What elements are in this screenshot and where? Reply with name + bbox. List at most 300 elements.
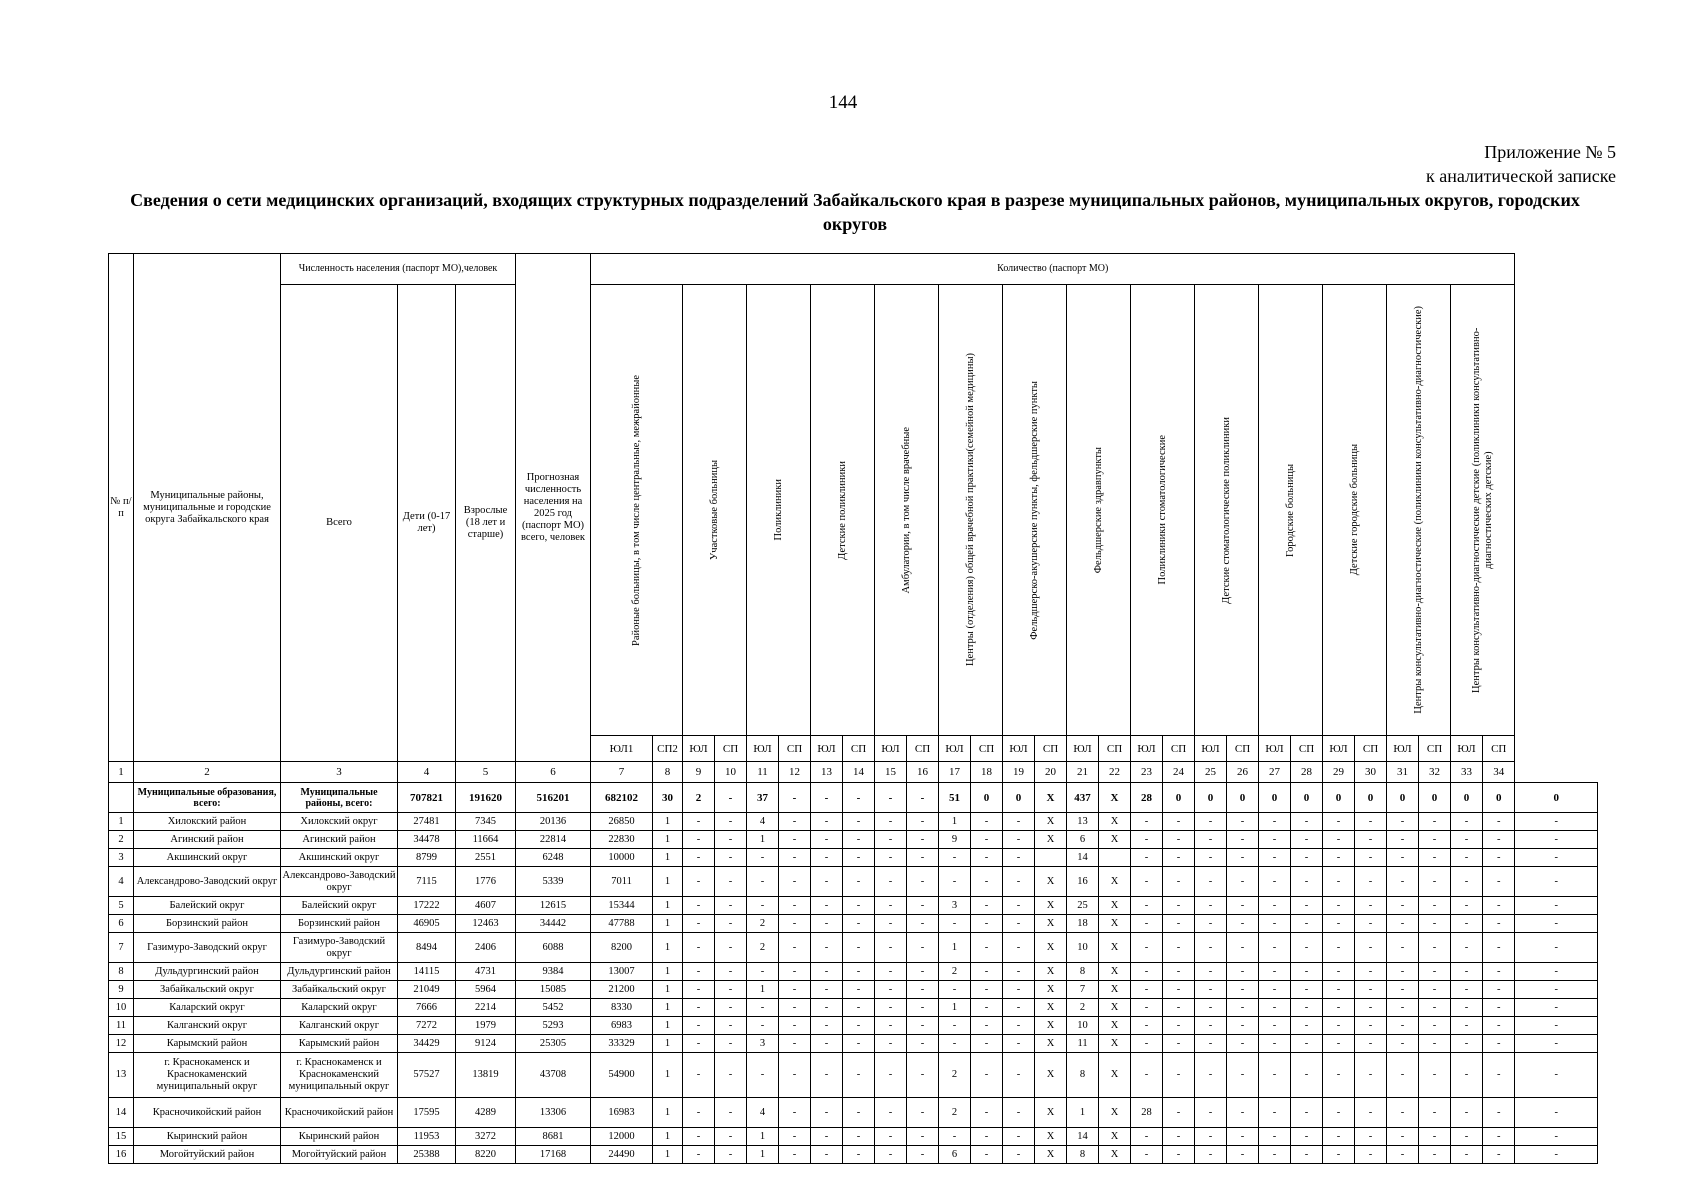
facility-count: Х [1099,1017,1131,1035]
facility-count: - [747,1053,779,1098]
population-total: 17222 [398,897,456,915]
facility-count: - [1483,1017,1515,1035]
facility-count: - [875,813,907,831]
population-forecast: 8330 [591,999,653,1017]
population-children: 4607 [456,897,516,915]
facility-count: - [939,1128,971,1146]
column-number: 14 [843,762,875,783]
facility-count: - [1419,831,1451,849]
facility-count: 1 [653,813,683,831]
facility-count: - [971,1146,1003,1164]
header-facility-label: Центры консультативно-диагностические (поликлиники консультативно-диагностические) [1412,306,1424,714]
facility-count: - [1163,933,1195,963]
facility-count: - [1227,963,1259,981]
appendix-note [1426,140,1616,188]
facility-count: 1 [939,933,971,963]
population-forecast: 33329 [591,1035,653,1053]
facility-count: - [715,915,747,933]
population-forecast: 12000 [591,1128,653,1146]
header-facility [1259,285,1323,736]
column-number: 12 [779,762,811,783]
facility-count: - [1131,1053,1163,1098]
population-adults: 15085 [516,981,591,999]
district-name-2: Александрово-Заводский округ [281,867,398,897]
facility-count: - [1483,963,1515,981]
column-number: 24 [1163,762,1195,783]
facility-count: - [843,897,875,915]
district-name: г. Краснокаменск и Краснокаменский муниципальный округ [134,1053,281,1098]
district-name-2: г. Краснокаменск и Краснокаменский муниципальный округ [281,1053,398,1098]
header-facility-wrap [592,290,681,730]
facility-count: - [1163,867,1195,897]
facility-count: - [971,933,1003,963]
facility-count: - [1451,849,1483,867]
facility-count: - [1163,915,1195,933]
column-number: 8 [653,762,683,783]
population-adults: 34442 [516,915,591,933]
facility-count: - [1003,831,1035,849]
facility-count: - [1419,963,1451,981]
header-sub-label: СП [1227,736,1259,762]
district-name: Александрово-Заводский округ [134,867,281,897]
facility-count: - [1259,963,1291,981]
facility-count: - [811,831,843,849]
facility-count: - [875,963,907,981]
column-number: 19 [1003,762,1035,783]
facility-count: - [907,1098,939,1128]
header-facility-label: Центры (отделения) общей врачебной практики(семейной медицины) [964,353,976,667]
facility-count: - [1291,933,1323,963]
facility-count: - [843,963,875,981]
facility-count: - [747,867,779,897]
facility-count: - [1355,1098,1387,1128]
facility-count: - [1227,1017,1259,1035]
header-facility-label: Фельдшерско-акушерские пункты, фельдшерские пункты [1028,380,1040,640]
facility-count: Х [1099,867,1131,897]
facility-count: - [1483,999,1515,1017]
facility-count: - [1291,867,1323,897]
facility-count: - [1387,981,1419,999]
facility-count: Х [1099,915,1131,933]
facility-count: - [715,963,747,981]
facility-count: - [1355,981,1387,999]
total-value: 0 [1419,783,1451,813]
facility-count: 8 [1067,963,1099,981]
total-name-2: Муниципальные районы, всего: [281,783,398,813]
header-facility-wrap [1452,290,1513,730]
facility-count: - [875,1017,907,1035]
facility-count: 1 [653,1128,683,1146]
header-population-group: Численность населения (паспорт МО),человек [281,254,516,285]
district-name: Красночикойский район [134,1098,281,1128]
facility-count: Х [1099,1128,1131,1146]
facility-count: - [1355,1053,1387,1098]
column-number: 4 [398,762,456,783]
table-row [109,963,1598,981]
facility-count: - [683,897,715,915]
facility-count: - [811,1017,843,1035]
table-row [109,981,1598,999]
facility-count: - [971,963,1003,981]
header-facility-wrap [1388,290,1449,730]
header-facility-label: Поликлиники стоматологические [1156,435,1168,585]
facility-count: - [939,981,971,999]
population-children: 3272 [456,1128,516,1146]
column-number: 22 [1099,762,1131,783]
population-forecast: 21200 [591,981,653,999]
column-number: 11 [747,762,779,783]
facility-count: 1 [747,1128,779,1146]
facility-count: - [683,867,715,897]
facility-count: - [1291,813,1323,831]
total-value: 0 [1451,783,1483,813]
facility-count: - [683,849,715,867]
medical-network-table [108,253,1598,1164]
facility-count: - [1195,1146,1227,1164]
district-name-2: Борзинский район [281,915,398,933]
facility-count: Х [1035,1053,1067,1098]
facility-count: - [843,813,875,831]
facility-count: - [1163,963,1195,981]
facility-count: - [1259,813,1291,831]
facility-count: Х [1035,1017,1067,1035]
header-sub-label: СП [715,736,747,762]
facility-count: 1 [653,1098,683,1128]
facility-count: 1 [939,813,971,831]
facility-count: Х [1099,1098,1131,1128]
total-num-cell [109,783,134,813]
facility-count: - [1227,1098,1259,1128]
row-number: 6 [109,915,134,933]
facility-count: - [683,999,715,1017]
column-number: 1 [109,762,134,783]
district-name-2: Каларский округ [281,999,398,1017]
facility-count: - [1259,915,1291,933]
header-facility [811,285,875,736]
facility-count: - [1483,849,1515,867]
facility-count: - [1003,1035,1035,1053]
facility-count: - [1291,999,1323,1017]
facility-count: - [715,981,747,999]
facility-count: - [683,1128,715,1146]
facility-count: - [715,849,747,867]
facility-count: - [1323,999,1355,1017]
facility-count: - [811,1146,843,1164]
population-adults: 6248 [516,849,591,867]
facility-count: - [747,963,779,981]
population-total: 17595 [398,1098,456,1128]
facility-count: - [1259,1128,1291,1146]
column-number: 21 [1067,762,1099,783]
facility-count: - [875,1053,907,1098]
facility-count: - [971,1128,1003,1146]
row-number: 15 [109,1128,134,1146]
row-number: 3 [109,849,134,867]
table-row [109,897,1598,915]
facility-count: - [875,1098,907,1128]
facility-count: - [1195,831,1227,849]
facility-count: - [1227,999,1259,1017]
facility-count: - [1387,813,1419,831]
facility-count: - [971,915,1003,933]
facility-count: - [683,933,715,963]
total-value: 0 [1227,783,1259,813]
facility-count: - [875,1146,907,1164]
population-forecast: 13007 [591,963,653,981]
facility-count: - [1483,1035,1515,1053]
facility-count: - [779,1017,811,1035]
total-value: Х [1099,783,1131,813]
population-children: 4289 [456,1098,516,1128]
facility-count: - [1515,1053,1598,1098]
facility-count: - [811,867,843,897]
population-total: 34478 [398,831,456,849]
facility-count: - [1387,831,1419,849]
facility-count: - [1291,915,1323,933]
facility-count: - [1451,981,1483,999]
facility-count: 6 [1067,831,1099,849]
header-sub-label: СП [971,736,1003,762]
facility-count: - [907,1146,939,1164]
population-adults: 17168 [516,1146,591,1164]
facility-count: - [715,1146,747,1164]
facility-count: - [811,1053,843,1098]
facility-count: - [1387,963,1419,981]
facility-count: - [1227,915,1259,933]
facility-count: - [1451,1098,1483,1128]
district-name: Балейский округ [134,897,281,915]
district-name: Кыринский район [134,1128,281,1146]
facility-count: - [1195,933,1227,963]
facility-count: - [875,981,907,999]
facility-count: - [1003,813,1035,831]
header-total: Всего [281,285,398,762]
facility-count: - [907,1053,939,1098]
facility-count: 1 [653,1035,683,1053]
row-number: 9 [109,981,134,999]
facility-count: 18 [1067,915,1099,933]
facility-count: Х [1099,963,1131,981]
total-value: 51 [939,783,971,813]
facility-count: Х [1099,933,1131,963]
facility-count: - [1227,1053,1259,1098]
population-adults: 5339 [516,867,591,897]
facility-count: - [1195,1098,1227,1128]
facility-count: - [1131,897,1163,915]
row-number: 4 [109,867,134,897]
facility-count: - [715,1128,747,1146]
facility-count: - [1259,1053,1291,1098]
facility-count: - [1323,1053,1355,1098]
facility-count [1035,849,1067,867]
facility-count: Х [1035,1146,1067,1164]
header-sub-label: СП [843,736,875,762]
facility-count: - [1355,1128,1387,1146]
facility-count: - [1259,933,1291,963]
column-number: 31 [1387,762,1419,783]
facility-count: 4 [747,813,779,831]
facility-count: - [1163,981,1195,999]
population-forecast: 47788 [591,915,653,933]
district-name: Хилокский район [134,813,281,831]
total-value: 0 [1195,783,1227,813]
population-forecast: 15344 [591,897,653,915]
facility-count: - [1451,1035,1483,1053]
facility-count: - [971,1017,1003,1035]
facility-count: - [1419,1098,1451,1128]
facility-count: - [1419,867,1451,897]
facility-count: - [747,849,779,867]
population-adults: 22814 [516,831,591,849]
facility-count [1099,849,1131,867]
facility-count: - [811,999,843,1017]
header-children: Дети (0-17 лет) [398,285,456,762]
facility-count: - [1195,1128,1227,1146]
facility-count: 2 [939,1053,971,1098]
facility-count: - [907,915,939,933]
facility-count: 1 [653,1017,683,1035]
header-facility-wrap [1260,290,1321,730]
facility-count: - [1451,963,1483,981]
facility-count: - [1323,933,1355,963]
facility-count: 2 [939,963,971,981]
facility-count: Х [1035,1098,1067,1128]
facility-count: - [1195,999,1227,1017]
facility-count: - [971,999,1003,1017]
header-facility-label: Районые больницы, в том числе центральные, межрайонные [630,374,642,646]
facility-count: 8 [1067,1053,1099,1098]
facility-count: - [1131,981,1163,999]
population-total: 11953 [398,1128,456,1146]
header-sub-label: СП [907,736,939,762]
facility-count: 1 [653,933,683,963]
facility-count: - [843,915,875,933]
facility-count: - [1195,897,1227,915]
facility-count: - [1515,981,1598,999]
facility-count: - [715,1017,747,1035]
facility-count: - [683,1053,715,1098]
facility-count: - [1451,1128,1483,1146]
row-number: 12 [109,1035,134,1053]
facility-count: - [907,999,939,1017]
document-title: Сведения о сети медицинских организаций, входящих структурных подразделений Забайкальского края в разрезе муниципальных районов, муниципальных округов, городских округов [130,190,1580,234]
appendix-line-1: Приложение № 5 [1484,142,1616,162]
facility-count: - [1515,831,1598,849]
facility-count: Х [1035,813,1067,831]
facility-count: - [875,1035,907,1053]
facility-count: 1 [653,963,683,981]
facility-count: - [875,897,907,915]
facility-count: - [1515,1128,1598,1146]
header-facility-wrap [1004,290,1065,730]
facility-count: - [1451,813,1483,831]
facility-count: - [843,981,875,999]
facility-count: - [747,1017,779,1035]
header-facility [1067,285,1131,736]
district-name: Могойтуйский район [134,1146,281,1164]
facility-count: - [779,999,811,1017]
district-name: Каларский округ [134,999,281,1017]
facility-count: - [907,933,939,963]
facility-count: - [1227,849,1259,867]
total-value: 0 [1483,783,1515,813]
facility-count: 1 [653,897,683,915]
facility-count: - [1355,1146,1387,1164]
facility-count: - [1387,915,1419,933]
total-value: - [779,783,811,813]
population-total: 46905 [398,915,456,933]
facility-count: - [1323,897,1355,915]
header-sub-label: ЮЛ [747,736,779,762]
facility-count: - [1323,963,1355,981]
facility-count: - [1291,1035,1323,1053]
facility-count: - [811,981,843,999]
facility-count: - [939,915,971,933]
facility-count: 1 [747,981,779,999]
column-number: 5 [456,762,516,783]
facility-count: 1 [653,849,683,867]
column-number: 3 [281,762,398,783]
facility-count: - [683,1146,715,1164]
facility-count: - [1003,915,1035,933]
facility-count: - [1291,1128,1323,1146]
total-value: 437 [1067,783,1099,813]
total-value: 2 [683,783,715,813]
population-forecast: 8200 [591,933,653,963]
population-forecast: 26850 [591,813,653,831]
facility-count: - [779,1128,811,1146]
facility-count: - [1323,1017,1355,1035]
total-value: 0 [971,783,1003,813]
table-row [109,1146,1598,1164]
facility-count: - [1003,1053,1035,1098]
district-name-2: Газимуро-Заводский округ [281,933,398,963]
header-facility [875,285,939,736]
district-name: Борзинский район [134,915,281,933]
facility-count: - [1131,813,1163,831]
facility-count: - [1163,999,1195,1017]
header-facility [939,285,1003,736]
facility-count: 11 [1067,1035,1099,1053]
facility-count: 10 [1067,1017,1099,1035]
facility-count: Х [1099,981,1131,999]
facility-count: - [779,813,811,831]
header-facility [1003,285,1067,736]
facility-count: - [875,831,907,849]
header-sub-label: СП [1163,736,1195,762]
row-number: 2 [109,831,134,849]
facility-count: - [1483,897,1515,915]
facility-count: - [1003,867,1035,897]
facility-count: - [1195,963,1227,981]
facility-count: - [971,867,1003,897]
population-forecast: 10000 [591,849,653,867]
header-sub-label: ЮЛ [1323,736,1355,762]
facility-count: - [939,867,971,897]
facility-count: - [1419,1035,1451,1053]
facility-count: - [1387,1128,1419,1146]
facility-count: - [1003,849,1035,867]
facility-count: - [1483,831,1515,849]
facility-count: Х [1035,981,1067,999]
facility-count: - [1515,867,1598,897]
population-total: 7666 [398,999,456,1017]
facility-count: - [811,813,843,831]
facility-count: - [1355,849,1387,867]
facility-count: - [1451,897,1483,915]
facility-count: - [843,1017,875,1035]
facility-count: - [1195,915,1227,933]
